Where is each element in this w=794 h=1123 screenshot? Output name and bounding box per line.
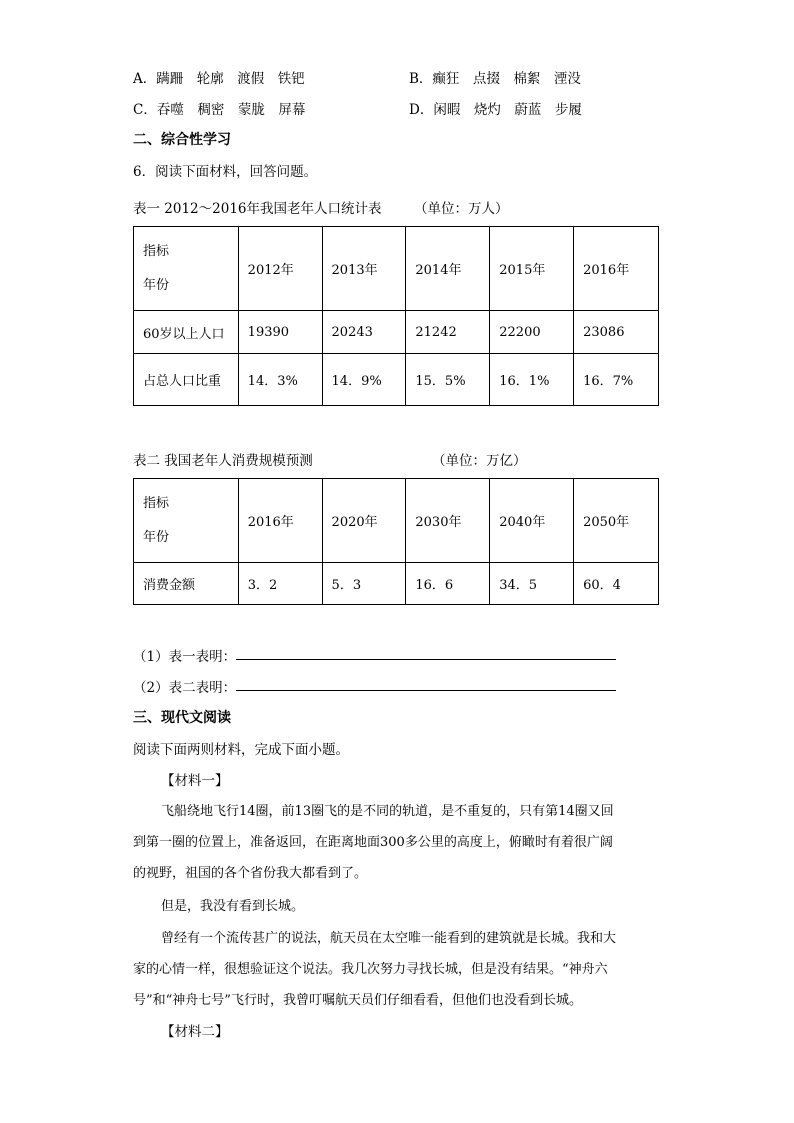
- option-d: D．闲暇 烧灼 蔚蓝 步履: [409, 102, 582, 118]
- paragraph-line: 但是，我没有看到长城。: [161, 899, 305, 914]
- table-cell: 22200: [490, 311, 574, 354]
- answer-1-blank[interactable]: [236, 659, 616, 660]
- table1: [133, 226, 659, 406]
- table-cell: 16．1%: [490, 354, 574, 406]
- corner-bottom-label: 年份: [143, 529, 170, 545]
- corner-top-label: 指标: [143, 243, 170, 259]
- option-c: C．吞噬 稠密 蒙胧 屏幕: [133, 102, 306, 118]
- table2-unit: （单位：万亿）: [432, 453, 527, 469]
- year-cell: 2012年: [238, 227, 322, 311]
- question-6: 6．阅读下面材料，回答问题。: [133, 164, 318, 180]
- option-b: B．癫狂 点掇 棉絮 湮没: [409, 71, 581, 87]
- paragraph-line: 号”和“神舟七号”飞行时，我曾叮嘱航天员们仔细看看，但他们也没看到长城。: [133, 993, 582, 1008]
- table-cell: 34．5: [490, 563, 574, 605]
- answer-2-label: （2）表二表明：: [133, 680, 237, 696]
- answer-2-blank[interactable]: [236, 690, 616, 691]
- table1-unit: （单位：万人）: [414, 201, 509, 217]
- table-cell: 14．9%: [322, 354, 406, 406]
- year-cell: 2016年: [574, 227, 659, 311]
- year-cell: 2040年: [490, 479, 574, 563]
- table-cell: 19390: [238, 311, 322, 354]
- section2-heading: 二、综合性学习: [133, 132, 231, 148]
- table2-caption: 表二 我国老年人消费规模预测: [133, 453, 313, 469]
- year-cell: 2014年: [406, 227, 490, 311]
- table-cell: 16．7%: [574, 354, 659, 406]
- corner-bottom-label: 年份: [143, 277, 170, 293]
- table1-header-row: [134, 227, 659, 311]
- table-cell: 16．6: [406, 563, 490, 605]
- table2-header-row: [134, 479, 659, 563]
- table-cell: 20243: [322, 311, 406, 354]
- table-row: [134, 354, 659, 406]
- year-cell: 2050年: [574, 479, 659, 563]
- paragraph-line: 曾经有一个流传甚广的说法，航天员在太空唯一能看到的建筑就是长城。我和大: [161, 931, 617, 946]
- material1-title: 【材料一】: [161, 773, 229, 789]
- year-cell: 2015年: [490, 227, 574, 311]
- paragraph-line: 飞船绕地飞行14圈，前13圈飞的是不同的轨道，是不重复的，只有第14圈又回: [161, 804, 614, 819]
- paragraph-line: 到第一圈的位置上，准备返回，在距离地面300多公里的高度上，俯瞰时有着很广阔: [133, 835, 613, 850]
- year-cell: 2020年: [322, 479, 406, 563]
- table1-caption: 表一 2012～2016年我国老年人口统计表: [133, 201, 382, 217]
- reading-intro: 阅读下面两则材料，完成下面小题。: [133, 742, 349, 758]
- table-cell: 60．4: [574, 563, 659, 605]
- table-row: [134, 311, 659, 354]
- table2: [133, 478, 659, 605]
- year-cell: 2030年: [406, 479, 490, 563]
- table1-corner-cell: [134, 227, 239, 311]
- table-cell: 21242: [406, 311, 490, 354]
- paragraph-line: 家的心情一样，很想验证这个说法。我几次努力寻找长城，但是没有结果。“神舟六: [133, 962, 608, 977]
- option-a: A．蹒跚 轮廓 渡假 铁钯: [133, 71, 305, 87]
- row-label: 60岁以上人口: [134, 311, 239, 354]
- year-cell: 2013年: [322, 227, 406, 311]
- section3-heading: 三、现代文阅读: [133, 710, 231, 726]
- table-cell: 23086: [574, 311, 659, 354]
- table-cell: 5．3: [322, 563, 406, 605]
- answer-1-label: （1）表一表明：: [133, 649, 237, 665]
- row-label: 占总人口比重: [134, 354, 239, 406]
- table-row: [134, 563, 659, 605]
- table-cell: 14．3%: [238, 354, 322, 406]
- table-cell: 3．2: [238, 563, 322, 605]
- paragraph-line: 的视野，祖国的各个省份我大都看到了。: [133, 866, 368, 881]
- material2-title: 【材料二】: [161, 1024, 229, 1040]
- table-cell: 15．5%: [406, 354, 490, 406]
- row-label: 消费金额: [134, 563, 239, 605]
- year-cell: 2016年: [238, 479, 322, 563]
- table2-corner-cell: [134, 479, 239, 563]
- corner-top-label: 指标: [143, 495, 170, 511]
